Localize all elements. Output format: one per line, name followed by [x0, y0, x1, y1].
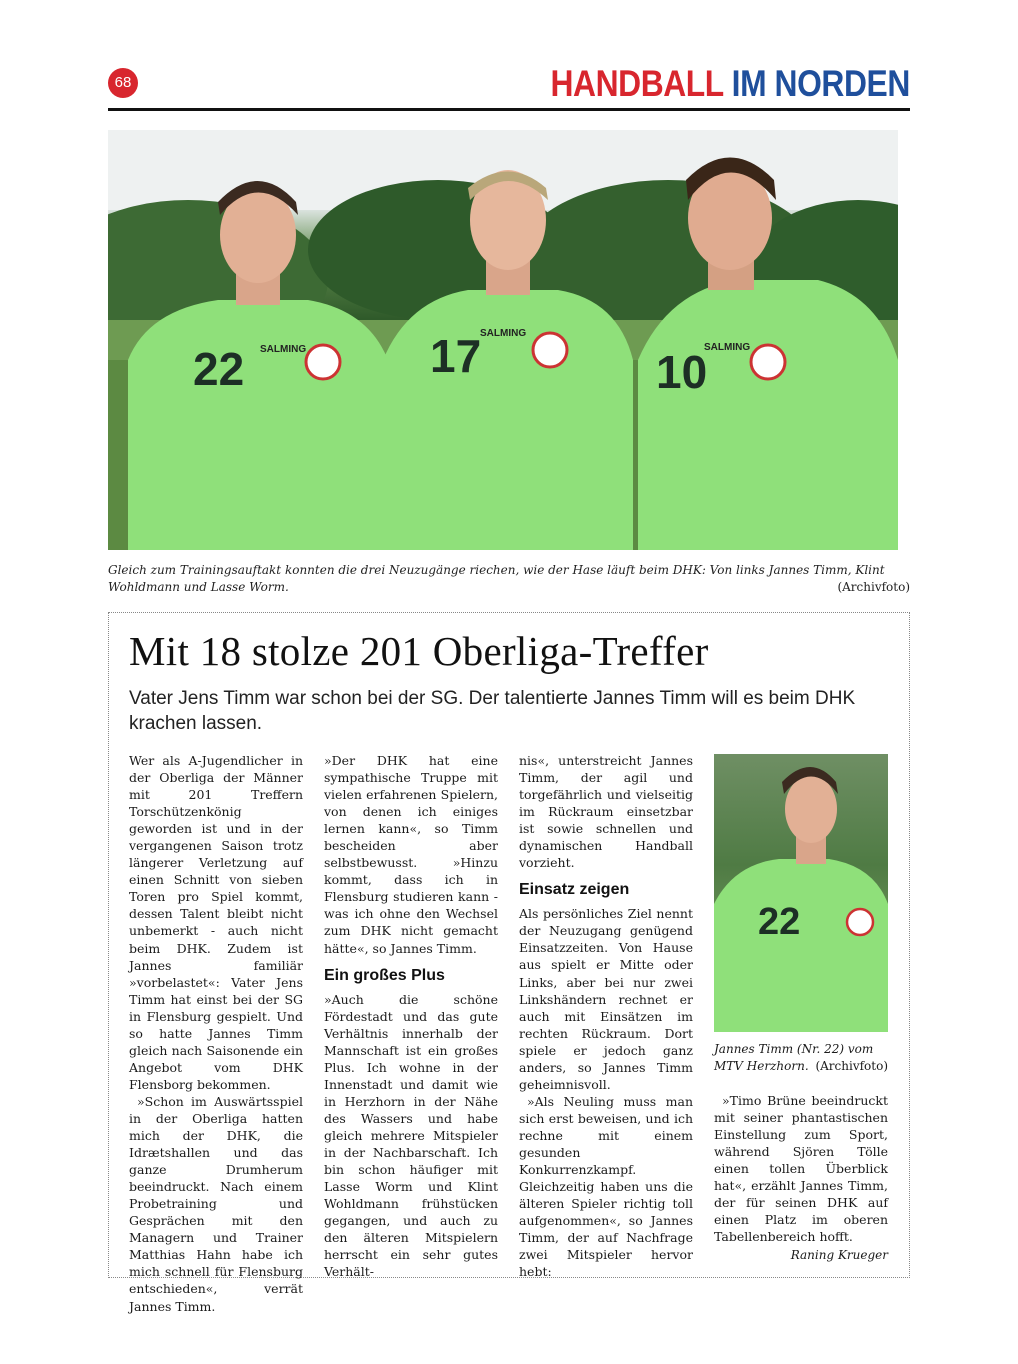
player-portrait-illustration	[714, 754, 888, 1032]
article-subheadline: Vater Jens Timm war schon bei der SG. Der talentierte Jannes Timm will es beim DHK krachen lassen.	[129, 688, 856, 734]
jersey-number-17: 17	[430, 330, 482, 382]
paragraph: nis«, unterstreicht Jannes Timm, der agil und torgefährlich und vielseitig im Rückraum einsetzbar ist sowie schnellen und dynamischen Handball vorzieht.	[519, 753, 693, 871]
article-column-2	[324, 752, 498, 1280]
paragraph: »Timo Brüne beeindruckt mit seiner phantastischen Einstellung zum Sport, während Sjören Tölle einen tollen Überblick hat«, erzählt Jannes Timm, der für seinen DHK auf einen Platz im oberen Tabellenbereich hofft.	[714, 1093, 888, 1245]
jersey-number-22: 22	[193, 343, 245, 395]
paragraph: »Als Neuling muss man sich erst beweisen, und ich rechne mit einem gesunden Konkurrenzkampf. Gleichzeitig haben uns die älteren Spieler richtig toll aufgenommen«, so Jannes Timm, der auf Nachfrage zwei Mitspieler hervor hebt:	[519, 1093, 693, 1280]
photo-caption-text: Gleich zum Trainingsauftakt konnten die drei Neuzugänge riechen, wie der Hase läuft beim DHK: Von links Jannes Timm, Klint Wohldmann und Lasse Worm.	[108, 563, 885, 594]
portrait-caption-text: Jannes Timm (Nr. 22) vom MTV Herzhorn.	[714, 1042, 874, 1073]
sponsor-logo: SALMING	[480, 328, 527, 339]
author-byline: Raning Krueger	[790, 1248, 888, 1263]
jersey-number-10: 10	[656, 346, 708, 398]
subheading-einsatz-zeigen: Einsatz zeigen	[519, 881, 630, 899]
section-title-red: HANDBALL	[550, 63, 724, 104]
article-headline: Mit 18 stolze 201 Oberliga-Treffer	[129, 628, 709, 674]
jersey-number-22: 22	[758, 901, 801, 943]
subheading-ein-grosses-plus: Ein großes Plus	[324, 966, 445, 984]
paragraph: »Der DHK hat eine sympathische Truppe mit vielen erfahrenen Spielern, von denen ich einiges lernen kann«, so Timm bescheiden aber selbstbewusst. »Hinzu kommt, dass ich in Flensburg studieren kann - was ich ohne den Wechsel zum DHK nicht gemacht hätte«, so Jannes Timm.	[324, 753, 498, 956]
article-column-4	[714, 1092, 888, 1264]
photo-caption	[108, 562, 910, 596]
article-column-1	[129, 752, 303, 1315]
section-masthead	[551, 64, 910, 104]
sponsor-logo: SALMING	[704, 342, 751, 353]
header-rule	[108, 108, 910, 111]
team-photo	[108, 130, 898, 550]
player-portrait-photo	[714, 754, 888, 1032]
paragraph: »Auch die schöne Fördestadt und das gute Verhältnis innerhalb der Mannschaft ist ein großes Plus. Ich wohne in der Innenstadt und damit wie in Herzhorn in der Nähe des Wassers und habe gleich mehrere Mitspieler in der Nachbarschaft. Ich bin schon häufiger mit Lasse Worm und Klint Wohldmann frühstücken gegangen, und auch zu den älteren Mitspielern herrscht ein sehr gutes Verhält-	[324, 991, 498, 1280]
sponsor-logo: SALMING	[260, 344, 307, 355]
article-column-3	[519, 752, 693, 1280]
portrait-caption	[714, 1041, 888, 1075]
team-photo-illustration	[108, 130, 898, 550]
portrait-credit: (Archivfoto)	[815, 1059, 888, 1073]
page-number: 68	[108, 68, 138, 98]
paragraph: Wer als A-Jugendlicher in der Oberliga der Männer mit 201 Treffern Torschützenkönig geworden ist und in der vergangenen Saison trotz längerer Verletzung auf einen Schnitt von sieben Toren pro Spiel kommt, dessen Talent bleibt nicht unbemerkt - auch nicht beim DHK. Zudem ist Jannes familiär »vorbelastet«: Vater Jens Timm hat einst bei der SG in Flensburg gespielt. Und so hatte Jannes Timm gleich nach Saisonende ein Angebot vom DHK Flensborg bekommen.	[129, 753, 303, 1092]
paragraph: Als persönliches Ziel nennt der Neuzugang genügend Einsatzzeiten. Von Hause aus spielt er Mitte oder Links, aber bei nur zwei Linkshändern rechnet er auch mit Einsätzen im rechten Rückraum. Dort spiele er jedoch ganz anders, so Jannes Timm geheimnisvoll.	[519, 906, 693, 1092]
section-title-blue: IM NORDEN	[731, 63, 910, 104]
paragraph: »Schon im Auswärtsspiel in der Oberliga hatten mich der DHK, die Idrætshallen und das ganze Drumherum beeindruckt. Nach einem Probetraining und Gesprächen mit den Managern und Trainer Matthias Hahn habe ich mich schnell für Flensburg entschieden«, verrät Jannes Timm.	[129, 1093, 303, 1314]
photo-credit: (Archivfoto)	[837, 580, 910, 594]
